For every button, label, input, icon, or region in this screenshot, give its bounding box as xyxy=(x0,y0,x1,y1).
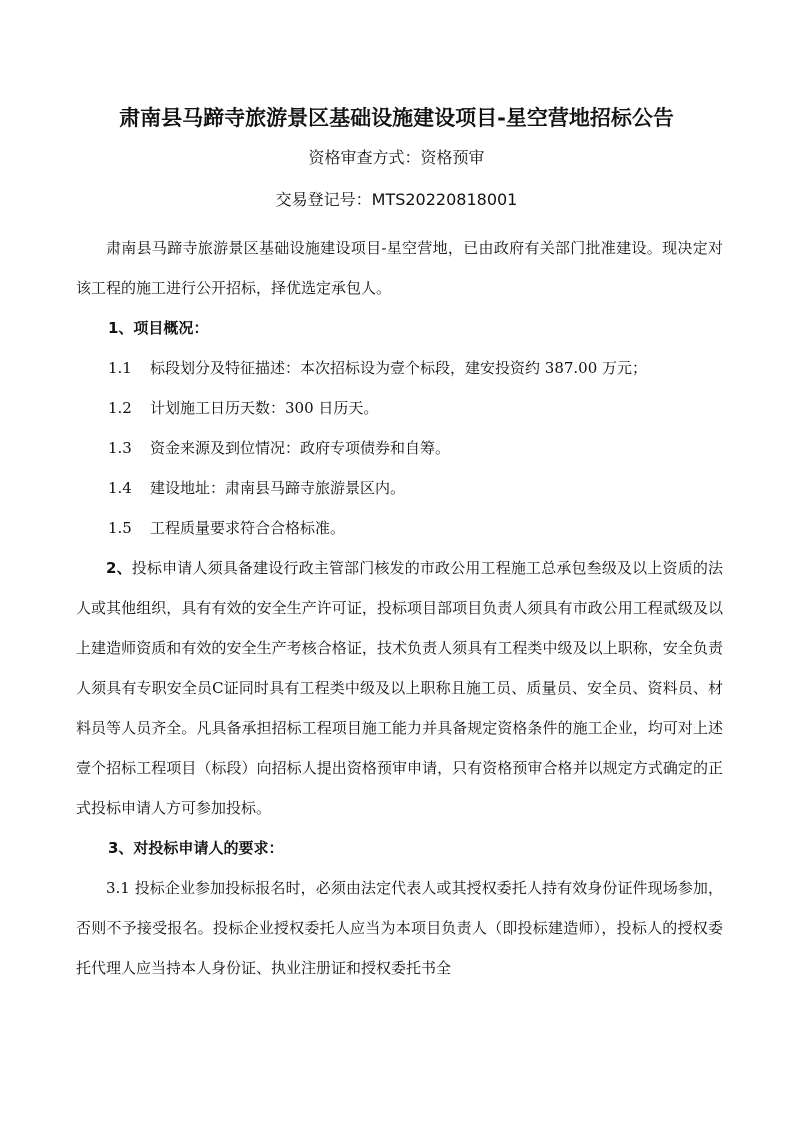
review-method: 资格审查方式：资格预审 xyxy=(308,148,485,167)
section-3-heading: 3、对投标申请人的要求： xyxy=(108,839,284,857)
item-text: 建设地址：肃南县马蹄寺旅游景区内。 xyxy=(150,479,406,497)
document-body xyxy=(76,228,723,988)
section-2-number: 2、 xyxy=(106,559,132,577)
item-number: 1.5 xyxy=(108,519,132,537)
section-2-text: 投标申请人须具备建设行政主管部门核发的市政公用工程施工总承包叁级及以上资质的法人或其他组织，具有有效的安全生产许可证，投标项目部项目负责人须具有市政公用工程贰级及以上建造师资质和有效的安全生产考核合格证，技术负责人须具有工程类中级及以上职称，安全负责人须具有专职安全员C证同时具有工程类中级及以上职称且施工员、质量员、安全员、资料员、材料员等人员齐全。凡具备承担招标工程项目施工能力并具备规定资格条件的施工企业，均可对上述壹个招标工程项目（标段）向招标人提出资格预审申请，只有资格预审合格并以规定方式确定的正式投标申请人方可参加投标。 xyxy=(76,559,723,817)
item-number: 1.1 xyxy=(108,359,132,377)
section-1-heading: 1、项目概况： xyxy=(108,319,209,337)
item-text: 标段划分及特征描述：本次招标设为壹个标段，建安投资约 387.00 万元； xyxy=(150,359,648,377)
item-text: 工程质量要求符合合格标准。 xyxy=(150,519,346,537)
item-number: 1.2 xyxy=(108,399,132,417)
item-number: 1.4 xyxy=(108,479,132,497)
intro-paragraph: 肃南县马蹄寺旅游景区基础设施建设项目-星空营地，已由政府有关部门批准建设。现决定对该工程的施工进行公开招标，择优选定承包人。 xyxy=(76,239,723,297)
section-1-item xyxy=(76,388,723,428)
section-1-item xyxy=(76,348,723,388)
section-1-item xyxy=(76,468,723,508)
section-1-item xyxy=(76,508,723,548)
document-title: 肃南县马蹄寺旅游景区基础设施建设项目-星空营地招标公告 xyxy=(119,106,674,130)
item-text: 计划施工日历天数：300 日历天。 xyxy=(150,399,379,417)
section-1-item xyxy=(76,428,723,468)
registration-number: 交易登记号：MTS20220818001 xyxy=(275,190,518,209)
section-3-paragraph: 3.1 投标企业参加投标报名时，必须由法定代表人或其授权委托人持有效身份证件现场参加，否则不予接受报名。投标企业授权委托人应当为本项目负责人（即投标建造师），投标人的授权委托代理人应当持本人身份证、执业注册证和授权委托书全 xyxy=(76,879,723,977)
item-text: 资金来源及到位情况：政府专项债券和自筹。 xyxy=(150,439,451,457)
item-number: 1.3 xyxy=(108,439,132,457)
section-2-paragraph xyxy=(76,548,723,828)
